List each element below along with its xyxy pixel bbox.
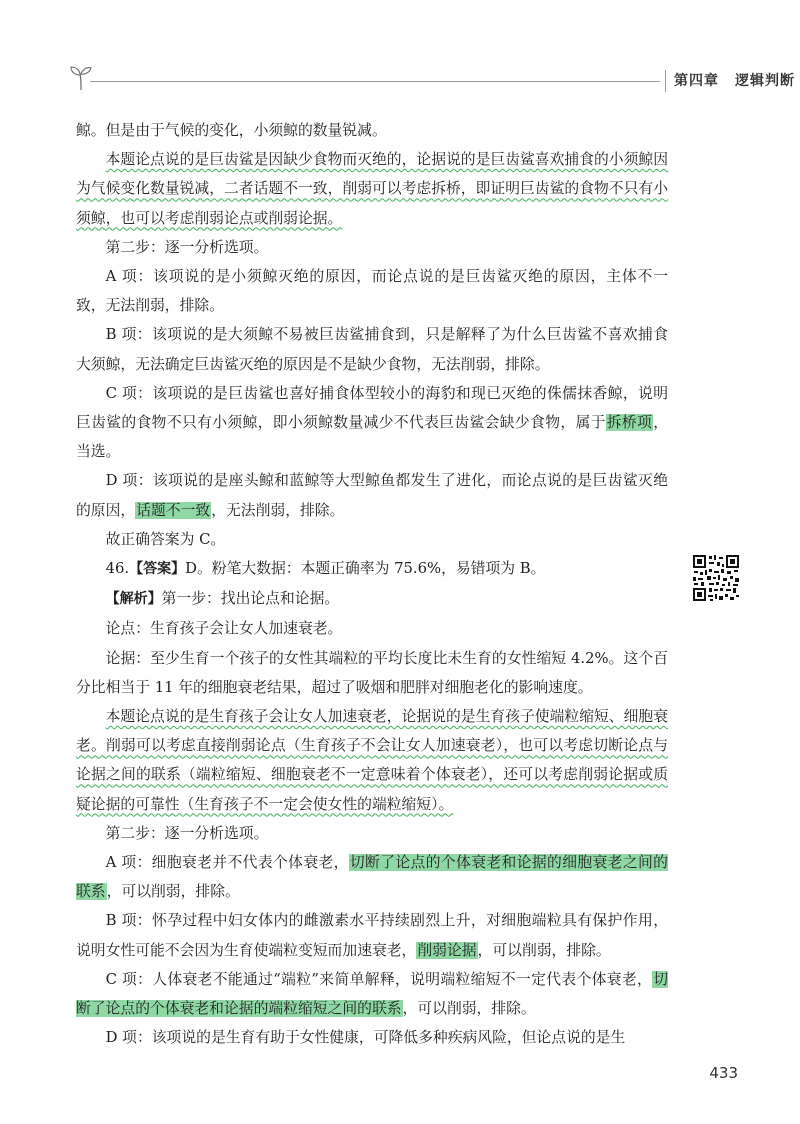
highlight: 切断了论点的个体衰老和论据的端粒缩短之间的联系 xyxy=(76,970,668,1018)
header-text xyxy=(674,70,795,90)
page-number: 433 xyxy=(709,1064,738,1082)
header-separator xyxy=(665,70,666,92)
paragraph-text: 论据：至少生育一个孩子的女性其端粒的平均长度比未生育的女性缩短 4.2%。这个百分比相当于 11 年的细胞衰老结果，超过了吸烟和肥胖对细胞老化的影响速度。 xyxy=(76,649,668,696)
highlight: 削弱论据 xyxy=(417,941,477,959)
paragraph-text: ，无法削弱，排除。 xyxy=(211,501,345,519)
paragraph-text: D。粉笔大数据：本题正确率为 75.6%，易错项为 B。 xyxy=(185,560,546,578)
highlight: 切断了论点的个体衰老和论据的细胞衰老之间的联系 xyxy=(76,854,668,901)
paragraph-text: 鲸。但是由于气候的变化，小须鲸的数量锐减。 xyxy=(76,122,387,139)
qr-code-icon[interactable] xyxy=(692,554,740,602)
paragraph-text: C 项：人体衰老不能通过“端粒”来简单解释，说明端粒缩短不一定代表个体衰老， xyxy=(105,970,653,988)
paragraph-text: A 项：该项说的是小须鲸灭绝的原因，而论点说的是巨齿鲨灭绝的原因，主体不一致，无法削弱，排除。 xyxy=(76,268,668,315)
paragraph-text: D 项：该项说的是座头鲸和蓝鲸等大型鲸鱼都发生了进化，而论点说的是巨齿鲨灭绝的原因， xyxy=(76,472,668,519)
paragraph-text: 故正确答案为 C。 xyxy=(105,530,226,548)
paragraph-text: 论点：生育孩子会让女人加速衰老。 xyxy=(105,620,343,638)
paragraph-text: ，可以削弱，排除。 xyxy=(477,941,611,959)
paragraph xyxy=(76,116,668,145)
page-content xyxy=(76,116,668,1053)
option-c xyxy=(76,379,668,467)
paragraph-text: ，当选。 xyxy=(76,414,668,461)
option-a xyxy=(76,848,668,906)
paragraph-evidence xyxy=(76,644,668,702)
option-d xyxy=(76,1023,668,1052)
analysis-label: 【解析】 xyxy=(105,591,162,608)
paragraph-text: A 项：细胞衰老并不代表个体衰老， xyxy=(105,854,349,872)
question-answer xyxy=(76,554,668,584)
paragraph xyxy=(76,819,668,848)
page-header xyxy=(70,62,795,98)
paragraph-argument xyxy=(76,614,668,643)
paragraph-text: 第二步：逐一分析选项。 xyxy=(105,238,269,256)
paragraph-text: ，可以削弱，排除。 xyxy=(402,1000,536,1018)
paragraph-analysis-underlined xyxy=(76,702,668,819)
header-rule xyxy=(90,81,660,82)
option-c xyxy=(76,965,668,1023)
option-b xyxy=(76,906,668,964)
paragraph-text: B 项：怀孕过程中妇女体内的雌激素水平持续剧烈上升，对细胞端粒具有保护作用，说明女性可能不会因为生育使端粒变短而加速衰老， xyxy=(76,912,668,959)
highlight: 话题不一致 xyxy=(136,501,211,519)
paragraph-text: 第一步：找出论点和论据。 xyxy=(161,590,340,608)
answer-summary xyxy=(76,525,668,554)
option-b xyxy=(76,320,668,378)
sprout-icon xyxy=(70,62,92,92)
option-a xyxy=(76,262,668,320)
underlined-text: 本题论点说的是巨齿鲨是因缺少食物而灭绝的，论据说的是巨齿鲨喜欢捕食的小须鲸因为气候变化数量锐减，二者话题不一致，削弱可以考虑拆桥，即证明巨齿鲨的食物不只有小须鲸，也可以考虑削弱论点或削弱论据。 xyxy=(76,151,668,227)
paragraph-text: C 项：该项说的是巨齿鲨也喜好捕食体型较小的海豹和现已灭绝的侏儒抹香鲸，说明巨齿鲨的食物不只有小须鲸，即小须鲸数量减少不代表巨齿鲨会缺少食物，属于 xyxy=(76,384,668,432)
chapter-title: 逻辑判断 xyxy=(735,73,795,89)
chapter-label: 第四章 xyxy=(674,73,719,89)
paragraph-analysis-underlined xyxy=(76,145,668,233)
question-number: 46. xyxy=(105,560,130,578)
paragraph-text: D 项：该项说的是生育有助于女性健康，可降低多种疾病风险，但论点说的是生 xyxy=(105,1029,626,1047)
question-analysis xyxy=(76,584,668,614)
paragraph-text: B 项：该项说的是大须鲸不易被巨齿鲨捕食到，只是解释了为什么巨齿鲨不喜欢捕食大须鲸，无法确定巨齿鲨灭绝的原因是不是缺少食物，无法削弱，排除。 xyxy=(76,326,668,373)
paragraph-text: 第二步：逐一分析选项。 xyxy=(105,824,269,842)
highlight: 拆桥项 xyxy=(606,414,653,432)
paragraph-text: ，可以削弱，排除。 xyxy=(106,883,240,901)
option-d xyxy=(76,466,668,524)
underlined-text: 本题论点说的是生育孩子会让女人加速衰老，论据说的是生育孩子使端粒缩短、细胞衰老。削弱可以考虑直接削弱论点（生育孩子不会让女人加速衰老），也可以考虑切断论点与论据之间的联系（端粒缩短、细胞衰老不一定意味着个体衰老），还可以考虑削弱论据或质疑论据的可靠性（生育孩子不一定会使女性的端粒缩短）。 xyxy=(76,708,668,813)
answer-label: 【答案】 xyxy=(129,561,186,578)
paragraph xyxy=(76,233,668,262)
